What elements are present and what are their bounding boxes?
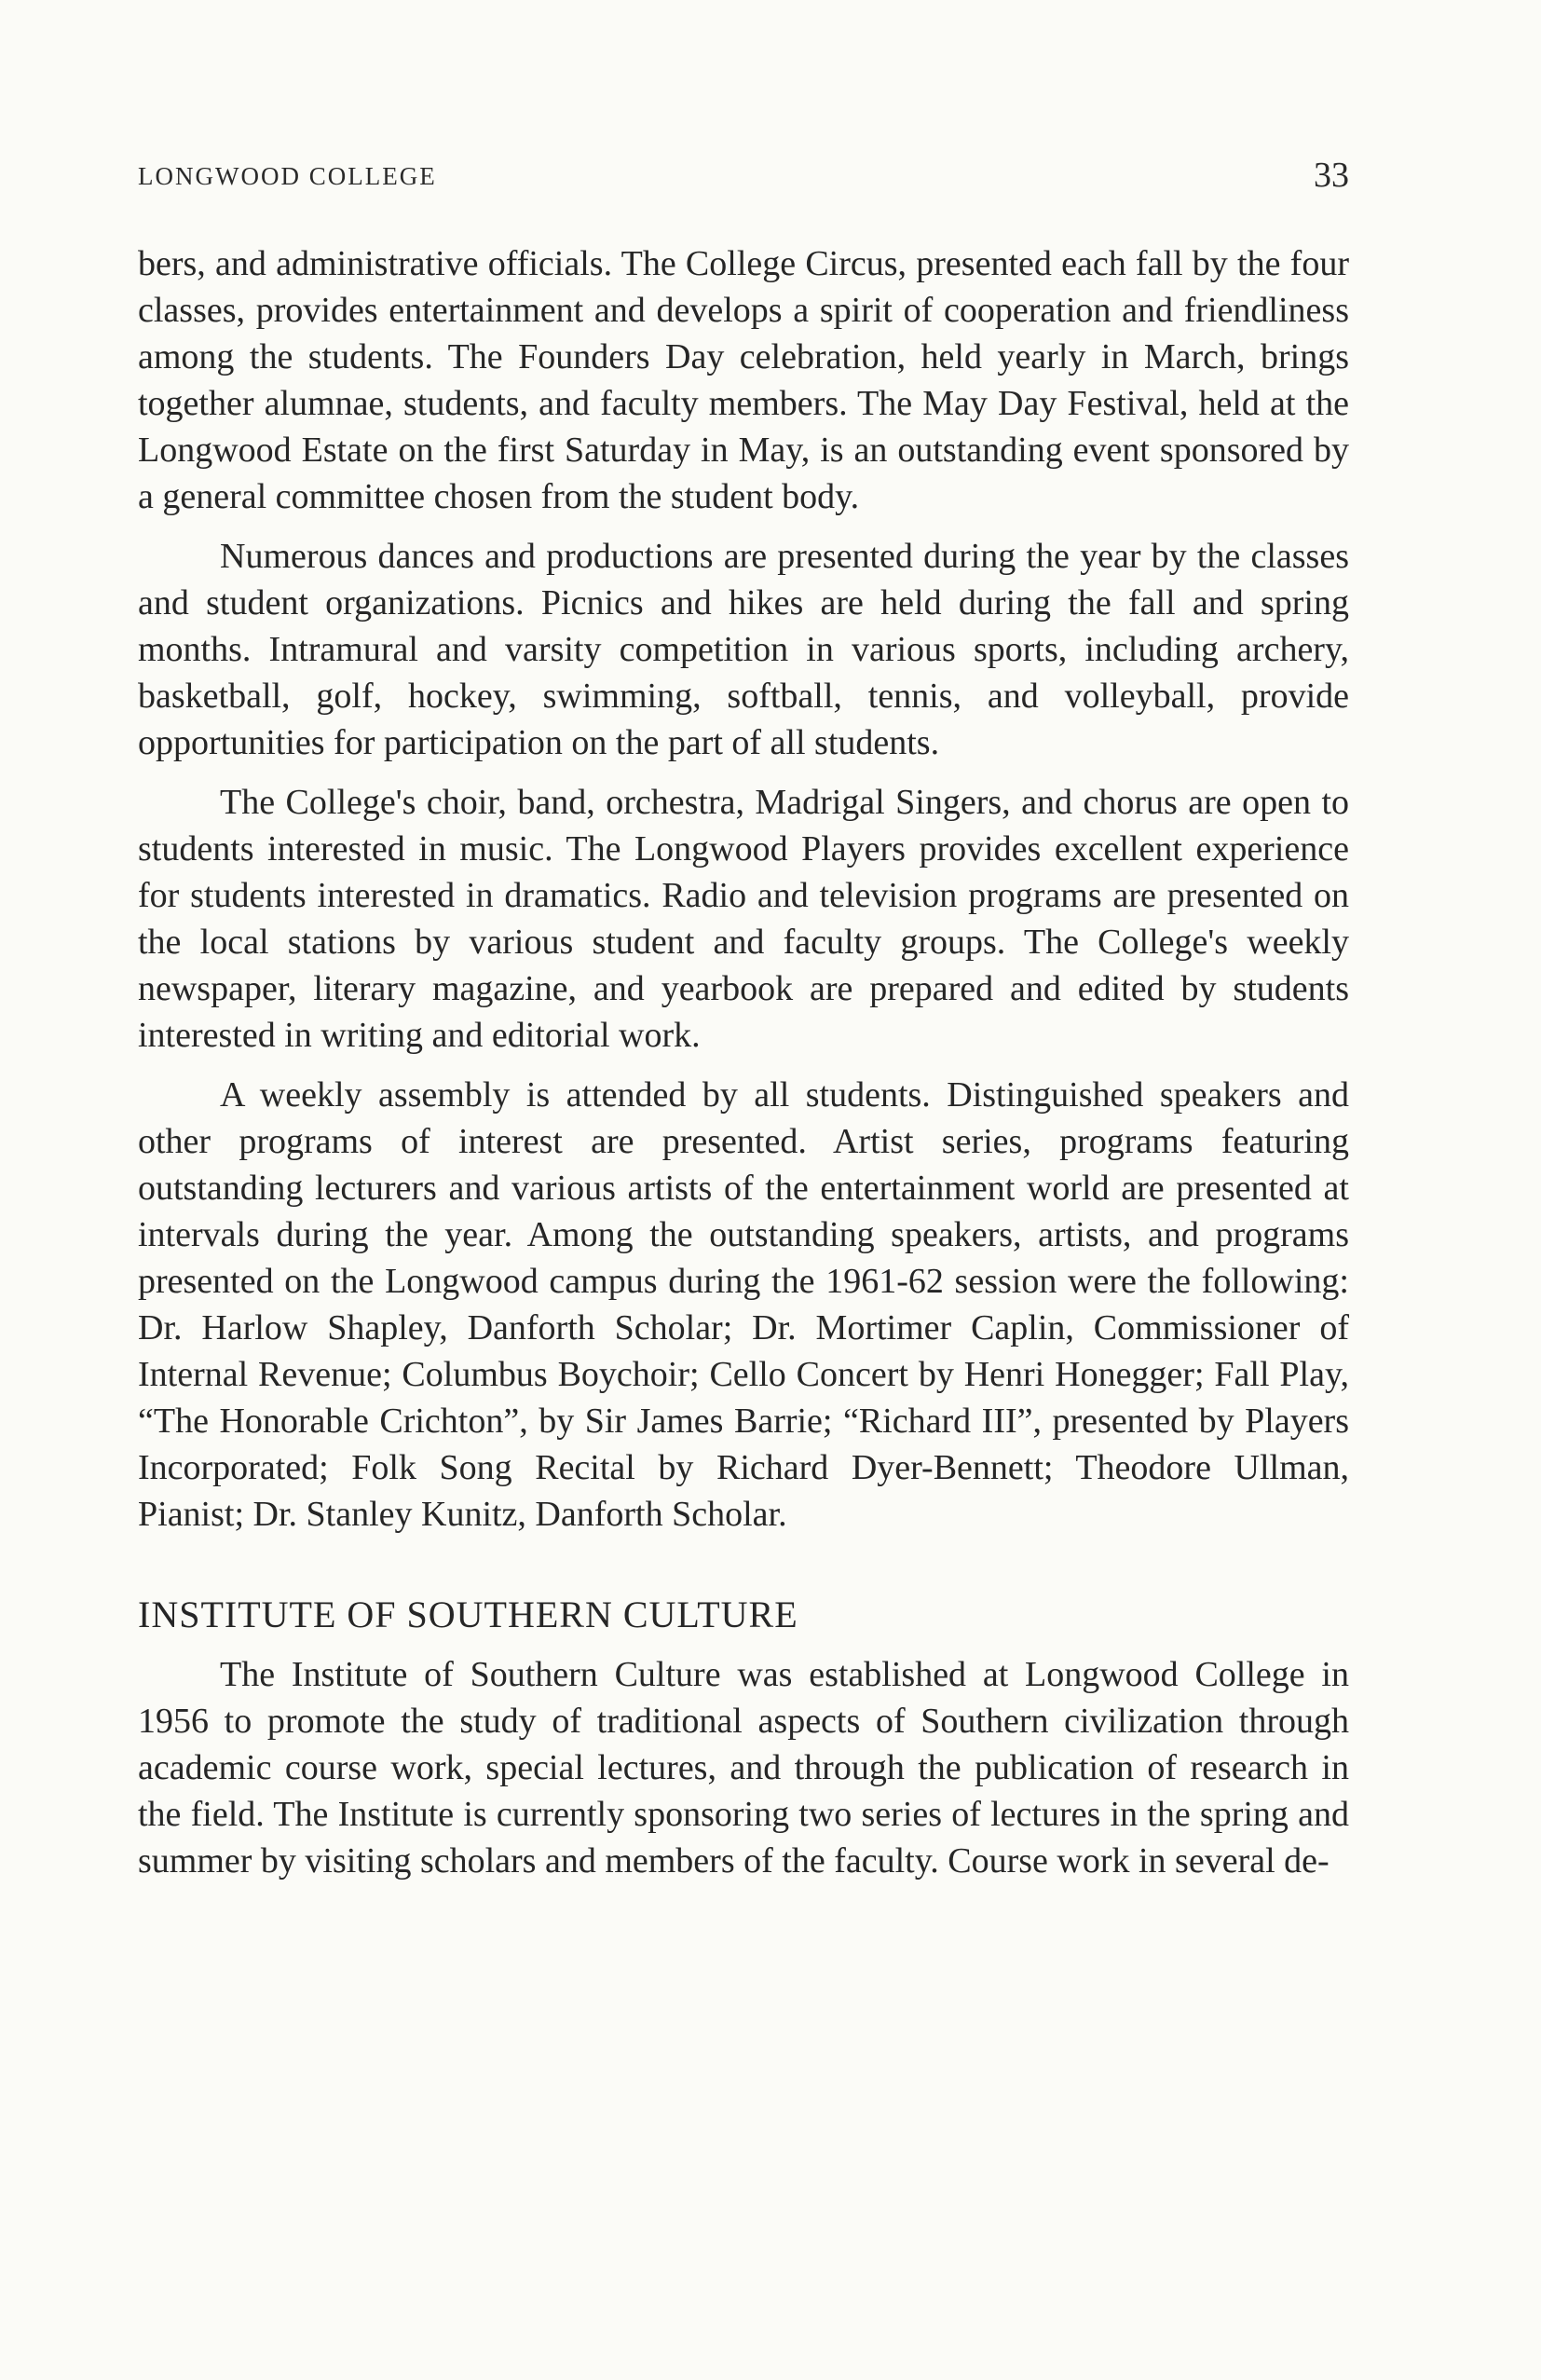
- paragraph-continued: bers, and administrative officials. The College Circus, presented each fall by the four classes, provides entertainment and develops a spirit of cooperation and friendliness among the students. The Founders Day celebration, held yearly in March, brings together alumnae, students, and faculty members. The May Day Festival, held at the Longwood Estate on the first Saturday in May, is an outstanding event sponsored by a general committee chosen from the student body.: [138, 244, 1349, 516]
- paragraph-institute: The Institute of Southern Culture was established at Longwood College in 1956 to promote the study of traditional aspects of Southern civilization through academic course work, special lectures, and through the publication of research in the field. The Institute is currently sponsoring two series of lectures in the spring and summer by visiting scholars and members of the faculty. Course work in several de-: [138, 1655, 1349, 1881]
- section-heading: INSTITUTE OF SOUTHERN CULTURE: [138, 1594, 798, 1635]
- page-number: 33: [1314, 156, 1349, 195]
- running-header: [138, 155, 1349, 201]
- running-head-title: LONGWOOD COLLEGE: [138, 162, 437, 190]
- paragraph-dances: Numerous dances and productions are presented during the year by the classes and student organizations. Picnics and hikes are held during the fall and spring months. Intramural and varsity competition in various sports, including archery, basketball, golf, hockey, swimming, softball, tennis, and volleyball, provide opportunities for participation on the part of all students.: [138, 537, 1349, 762]
- body-text: [138, 240, 1349, 1897]
- paragraph-assembly: A weekly assembly is attended by all students. Distinguished speakers and other programs of interest are presented. Artist series, programs featuring outstanding lecturers and various artists of the entertainment world are presented at intervals during the year. Among the outstanding speakers, artists, and programs presented on the Longwood campus during the 1961-62 session were the following: Dr. Harlow Shapley, Danforth Scholar; Dr. Mortimer Caplin, Commissioner of Internal Revenue; Columbus Boychoir; Cello Concert by Henri Honegger; Fall Play, “The Honorable Crichton”, by Sir James Barrie; “Richard III”, presented by Players Incorporated; Folk Song Recital by Richard Dyer-Bennett; Theodore Ullman, Pianist; Dr. Stanley Kunitz, Danforth Scholar.: [138, 1075, 1349, 1534]
- paragraph-music: The College's choir, band, orchestra, Madrigal Singers, and chorus are open to students interested in music. The Longwood Players provides excellent experience for students interested in dramatics. Radio and television programs are presented on the local stations by various student and faculty groups. The College's weekly newspaper, literary magazine, and yearbook are prepared and edited by students interested in writing and editorial work.: [138, 783, 1349, 1055]
